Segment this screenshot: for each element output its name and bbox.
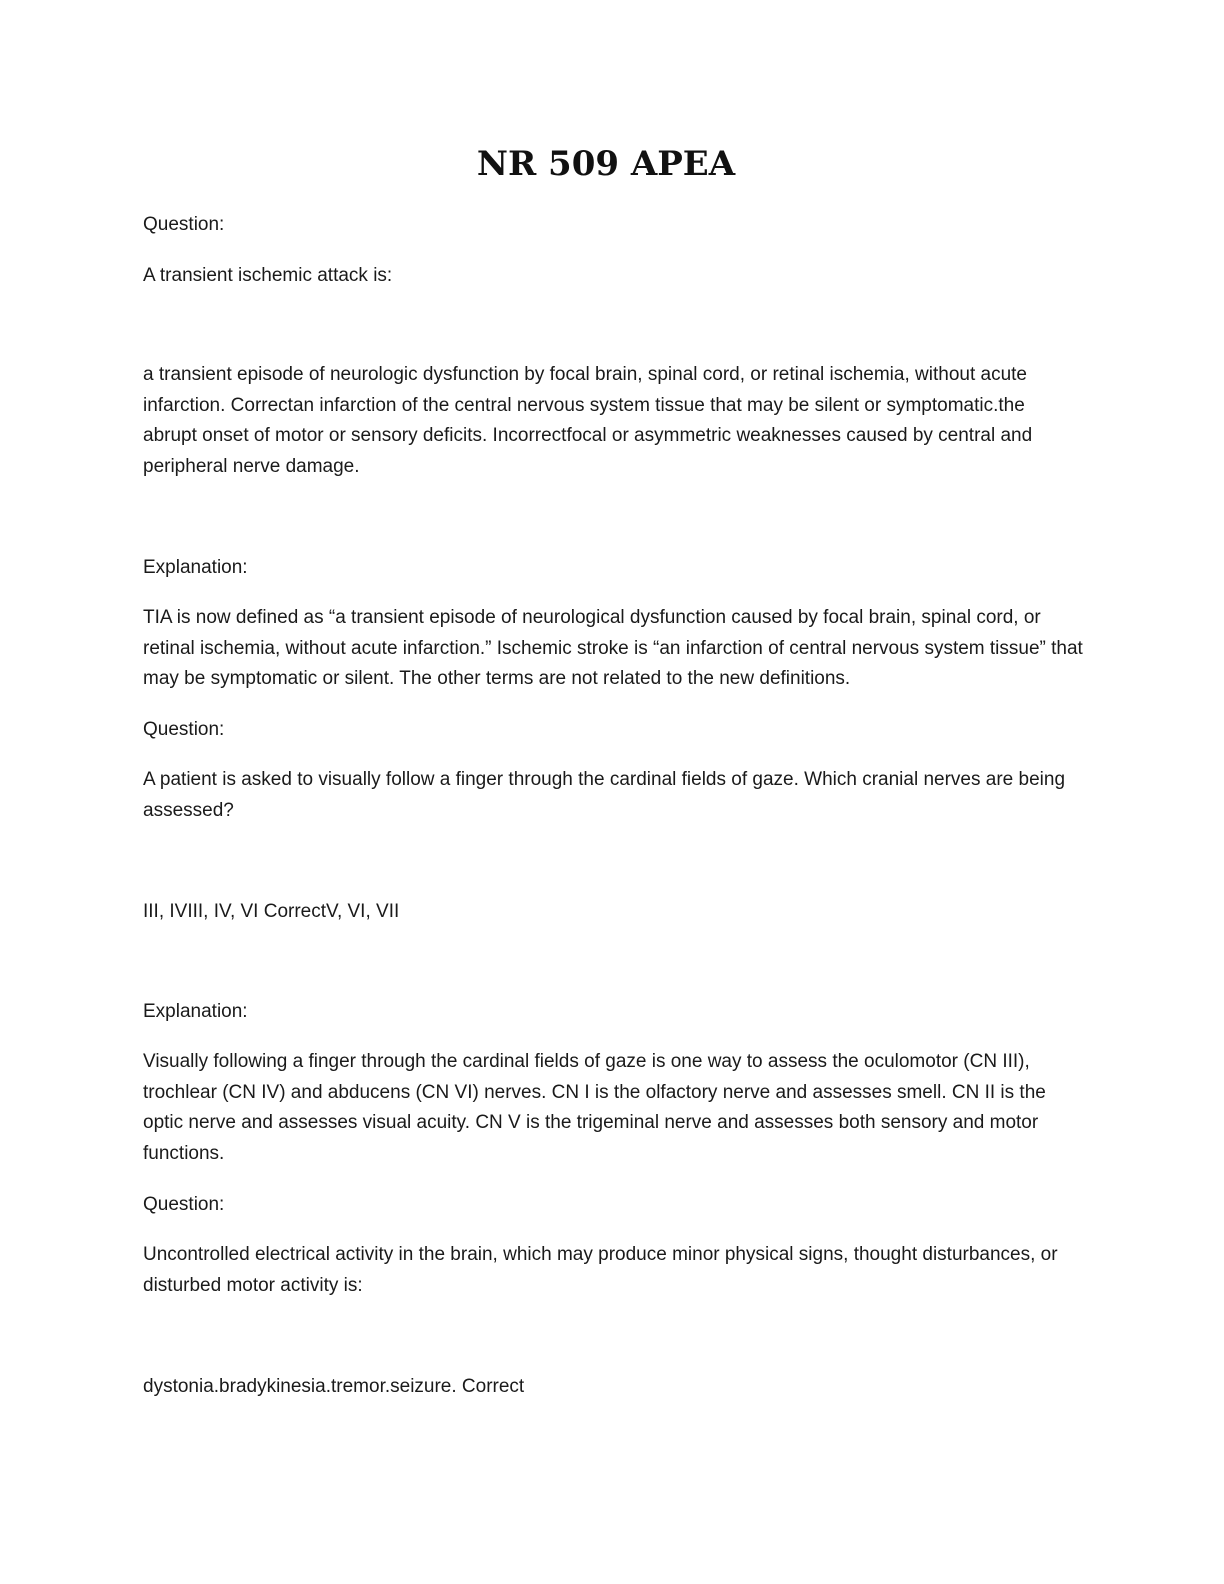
question-label: Question:: [143, 719, 225, 740]
answer-choices: a transient episode of neurologic dysfunction by focal brain, spinal cord, or retinal ischemia, without acute infarction. Correctan infarction of the central nervous system tissue that may be silent or symptomatic.the abrupt onset of motor or sensory deficits. Incorrectfocal or asymmetric weaknesses caused by central and peripheral nerve damage.: [143, 364, 1033, 477]
document-title: NR 509 APEA: [476, 144, 736, 184]
question-label: Question:: [143, 1194, 225, 1215]
explanation-label: Explanation:: [143, 557, 248, 578]
question-stem: A patient is asked to visually follow a finger through the cardinal fields of gaze. Which cranial nerves are being assessed?: [143, 769, 1066, 821]
explanation-text: TIA is now defined as “a transient episode of neurological dysfunction caused by focal brain, spinal cord, or retinal ischemia, without acute infarction.” Ischemic stroke is “an infarction of central nervous system tissue” that may be symptomatic or silent. The other terms are not related to the new definitions.: [143, 607, 1083, 690]
answer-choices: dystonia.bradykinesia.tremor.seizure. Correct: [143, 1376, 525, 1397]
question-label: Question:: [143, 214, 225, 235]
explanation-text: Visually following a finger through the cardinal fields of gaze is one way to assess the oculomotor (CN III), trochlear (CN IV) and abducens (CN VI) nerves. CN I is the olfactory nerve and assesses smell. CN II is the optic nerve and assesses visual acuity. CN V is the trigeminal nerve and assesses both sensory and motor functions.: [143, 1051, 1046, 1164]
question-stem: Uncontrolled electrical activity in the brain, which may produce minor physical signs, thought disturbances, or disturbed motor activity is:: [143, 1244, 1058, 1296]
explanation-label: Explanation:: [143, 1001, 248, 1022]
question-stem: A transient ischemic attack is:: [143, 265, 393, 286]
answer-choices: III, IVIII, IV, VI CorrectV, VI, VII: [143, 901, 400, 922]
